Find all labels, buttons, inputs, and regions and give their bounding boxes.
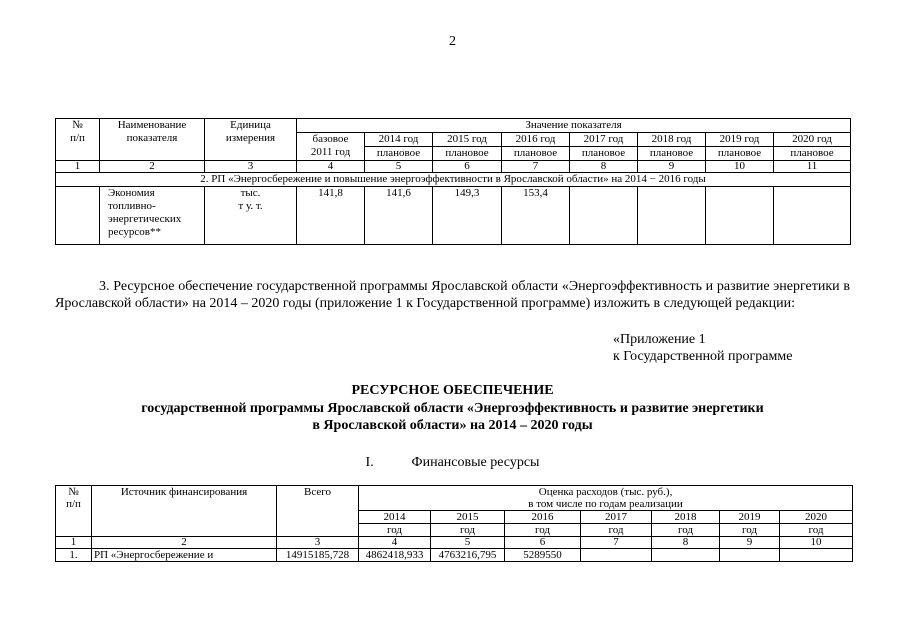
column-number: 2 — [100, 161, 205, 173]
document-title-line-3: в Ярославской области» на 2014 – 2020 годы — [312, 418, 593, 433]
column-number: 3 — [277, 537, 359, 549]
page-number: 2 — [449, 34, 456, 49]
header-year-base: базовое 2011 год — [297, 133, 365, 161]
section-row-title: 2. РП «Энергосбережение и повышение энергоэффективности в Ярославской области» на 2014 − 2016 годы — [56, 173, 851, 187]
header-year-word: год — [780, 524, 853, 537]
column-number: 6 — [433, 161, 502, 173]
appendix-line-2: к Государственной программе — [613, 349, 793, 364]
column-number: 2 — [92, 537, 277, 549]
column-number: 7 — [581, 537, 652, 549]
document-title-line-2: государственной программы Ярославской области «Энергоэффективность и развитие энергетики — [141, 401, 764, 416]
financial-resources-table — [55, 485, 853, 562]
row-unit: тыс. т у. т. — [205, 187, 297, 245]
appendix-line-1: «Приложение 1 — [613, 332, 706, 347]
header-plan-type: плановое — [774, 147, 851, 161]
header-year: 2015 — [431, 511, 505, 524]
column-number: 8 — [652, 537, 720, 549]
column-number: 7 — [502, 161, 570, 173]
document-title: РЕСУРСНОЕ ОБЕСПЕЧЕНИЕ — [351, 383, 554, 398]
header-year: 2020 год — [774, 133, 851, 147]
header-year-word: год — [359, 524, 431, 537]
header-year: 2019 — [720, 511, 780, 524]
header-expense-estimate: Оценка расходов (тыс. руб.), в том числе по годам реализации — [359, 486, 853, 511]
header-total: Всего — [277, 486, 359, 537]
header-year: 2016 год — [502, 133, 570, 147]
row-value: 4763216,795 — [431, 549, 505, 562]
column-number: 11 — [774, 161, 851, 173]
header-year: 2017 год — [570, 133, 638, 147]
column-number: 10 — [706, 161, 774, 173]
header-plan-type: плановое — [638, 147, 706, 161]
row-funding-source: РП «Энергосбережение и — [92, 549, 277, 562]
row-value: 141,6 — [365, 187, 433, 245]
column-number: 4 — [359, 537, 431, 549]
header-indicator-value: Значение показателя — [297, 119, 851, 133]
column-number: 4 — [297, 161, 365, 173]
row-value: 5289550 — [505, 549, 581, 562]
indicators-table — [55, 118, 851, 245]
header-plan-type: плановое — [433, 147, 502, 161]
row-total: 14915185,728 — [277, 549, 359, 562]
row-value — [780, 549, 853, 562]
row-value — [581, 549, 652, 562]
header-indicator-name: Наименование показателя — [100, 119, 205, 161]
row-value — [706, 187, 774, 245]
header-year: 2014 — [359, 511, 431, 524]
header-year: 2018 — [652, 511, 720, 524]
header-year: 2017 — [581, 511, 652, 524]
header-year: 2014 год — [365, 133, 433, 147]
header-plan-type: плановое — [570, 147, 638, 161]
header-year-word: год — [720, 524, 780, 537]
header-year-word: год — [581, 524, 652, 537]
header-year-word: год — [505, 524, 581, 537]
header-year: 2019 год — [706, 133, 774, 147]
row-value — [638, 187, 706, 245]
row-value: 153,4 — [502, 187, 570, 245]
row-indicator-name: Экономия топливно- энергетических ресурсов** — [100, 187, 205, 245]
header-plan-type: плановое — [502, 147, 570, 161]
column-number: 3 — [205, 161, 297, 173]
header-plan-type: плановое — [365, 147, 433, 161]
row-value: 141,8 — [297, 187, 365, 245]
header-year-word: год — [431, 524, 505, 537]
section-heading — [0, 455, 905, 471]
column-number: 8 — [570, 161, 638, 173]
header-num: № п/п — [56, 486, 92, 537]
row-value — [652, 549, 720, 562]
header-num: № п/п — [56, 119, 100, 161]
row-num: 1. — [56, 549, 92, 562]
header-year: 2020 — [780, 511, 853, 524]
header-year: 2015 год — [433, 133, 502, 147]
row-num — [56, 187, 100, 245]
header-year-word: год — [652, 524, 720, 537]
row-value: 4862418,933 — [359, 549, 431, 562]
header-plan-type: плановое — [706, 147, 774, 161]
header-unit: Единица измерения — [205, 119, 297, 161]
column-number: 1 — [56, 161, 100, 173]
section-heading-text: Финансовые ресурсы — [411, 455, 540, 470]
column-number: 1 — [56, 537, 92, 549]
row-value: 149,3 — [433, 187, 502, 245]
header-funding-source: Источник финансирования — [92, 486, 277, 537]
column-number: 5 — [365, 161, 433, 173]
section-roman-number: I. — [365, 455, 374, 470]
header-year: 2018 год — [638, 133, 706, 147]
row-value — [720, 549, 780, 562]
column-number: 9 — [638, 161, 706, 173]
paragraph-resource-support: 3. Ресурсное обеспечение государственной программы Ярославской области «Энергоэффективность и развитие энергетики в Ярославской области» на 2014 – 2020 годы (приложение 1 к Государственной программе) изложить в следующей редакции: — [55, 279, 850, 311]
column-number: 10 — [780, 537, 853, 549]
row-value — [570, 187, 638, 245]
header-year: 2016 — [505, 511, 581, 524]
row-value — [774, 187, 851, 245]
column-number: 6 — [505, 537, 581, 549]
column-number: 9 — [720, 537, 780, 549]
column-number: 5 — [431, 537, 505, 549]
appendix-reference — [613, 331, 792, 365]
